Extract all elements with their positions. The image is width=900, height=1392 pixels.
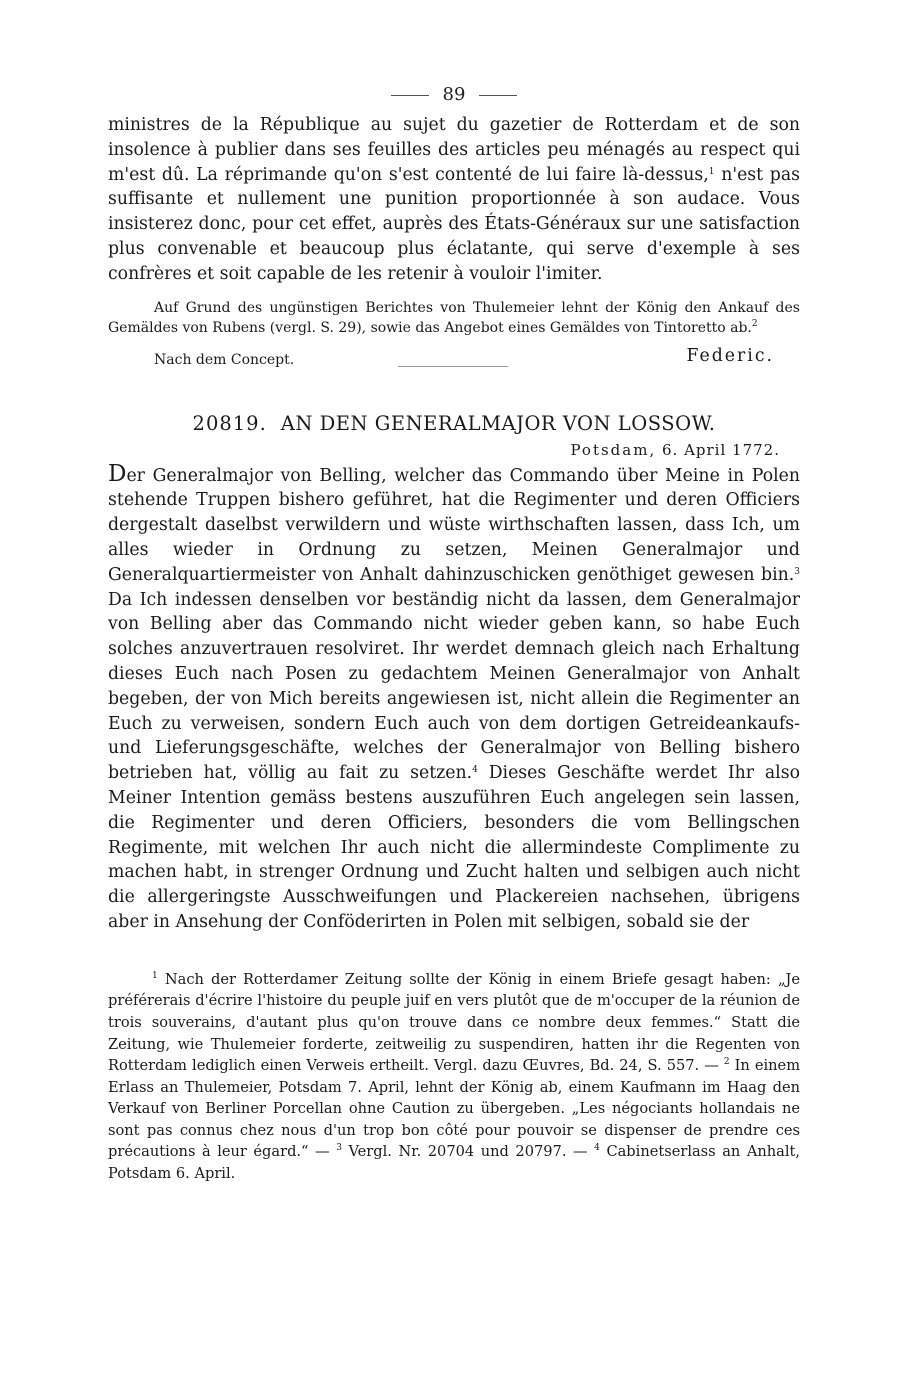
letter-text-3: Dieses Geschäfte werdet Ihr also Meiner Intention gemäss bestens auszuführen Euch angelegen sein lassen, die Regimenter und deren Officiers, besonders die vom Bellingschen Regimente, mit welchen Ihr auch nicht die allermindeste Complimente zu machen habt, in strenger Ordnung und Zucht halten und selbigen auch nicht die allergeringste Ausschweifungen und Plackereien nachsehen, übrigens aber in Ansehung der Conföderirten in Polen mit selbigen, sobald sie der [108,763,800,932]
signature: Federic. [686,345,774,366]
footnotes [108,969,800,1185]
intro-text-cont: n'est pas suffisante et nullement une punition proportionnée à son audace. Vous insisterez donc, pour cet effet, auprès des États-Généraux sur une satisfaction plus convenable et beaucoup plus éclatante, qui serve d'exemple à ses confrères et soit capable de les retenir à vouloir l'imiter. [108,164,800,284]
source-note: Nach dem Concept. [154,351,295,368]
drop-initial: D [108,460,127,487]
page [108,84,800,1185]
signature-row [108,344,800,374]
intro-text: ministres de la République au sujet du gazetier de Rotterdam et de son insolence à publier dans ses feuilles des articles peu ménagés au respect qui m'est dû. La réprimande qu'on s'est contenté de lui faire là-dessus, [108,115,800,185]
footnote-ref-3[interactable]: 3 [794,566,800,577]
page-number: 89 [442,84,466,105]
header-rule-right [479,95,517,96]
footnote-ref-1[interactable]: 1 [708,166,715,177]
letter-text-2: Da Ich indessen denselben vor beständig nicht da lassen, dem Generalmajor von Belling aber das Commando nicht wieder geben kann, so habe Euch solches anzuvertrauen resolviret. Ihr werdet demnach gleich nach Erhaltung dieses Euch nach Posen zu gedachtem Meinen Generalmajor von Anhalt begeben, der von Mich bereits angewiesen ist, nicht allein die Regimenter an Euch zu verweisen, sondern Euch auch von dem dortigen Getreideankaufs- und Lieferungsgeschäfte, welches der Generalmajor von Belling bishero betrieben hat, völlig au fait zu setzen. [108,589,800,784]
letter-number: 20819. [192,411,267,435]
letter-text-1: er Generalmajor von Belling, welcher das Commando über Meine in Polen stehende Truppen bishero geführet, hat die Regimenter und deren Officiers dergestalt daselbst verwildern und wüste wirthschaften lassen, dass Ich, um alles wieder in Ordnung zu setzen, Meinen Generalmajor und Generalquartiermeister von Anhalt dahinzuschicken genöthiget gewesen bin. [108,465,800,585]
footnote-1-text: Nach der Rotterdamer Zeitung sollte der König in einem Briefe gesagt haben: „Je préférerais d'écrire l'histoire du peuple juif en vers plutôt que de m'occuper de la réunion de trois souverains, d'autant plus qu'on trouve dans ce nombre deux femmes.“ Statt die Zeitung, wie Thulemeier forderte, zeitweilig zu suspendiren, hatten ihr die Regenten von Rotterdam lediglich einen Verweis ertheilt. Vergl. dazu Œuvres, Bd. 24, S. 557. — [108,970,800,1075]
intro-paragraph [108,113,800,287]
letter-body [108,462,800,935]
footnote-2-text: In einem Erlass an Thulemeier, Potsdam 7. April, lehnt der König ab, einem Kaufmann im Haag den Verkauf von Berliner Porcellan ohne Caution zu übergeben. „Les négociants hollandais ne sont pas connus chez nous d'un trop bon côté pour pouvoir se dispenser de prendre ces précautions à leur égard.“ — [108,1057,801,1161]
editorial-note [108,298,800,338]
letter-date: 6. April 1772. [662,440,780,459]
running-header [108,84,800,105]
footnote-4-text: Cabinetserlass an Anhalt, Potsdam 6. April. [108,1143,801,1183]
footnote-mark-2: 2 [723,1057,730,1068]
footnote-mark-1: 1 [152,970,158,981]
footnote-3-text: Vergl. Nr. 20704 und 20797. — [348,1143,588,1161]
footnote-mark-4: 4 [594,1143,600,1154]
separator-rule [398,366,508,367]
footnote-ref-4[interactable]: 4 [472,765,478,776]
header-rule-left [391,95,429,96]
dateline [108,441,800,459]
letter-heading [108,412,800,435]
letter-title: AN DEN GENERALMAJOR VON LOSSOW. [280,411,716,435]
editorial-note-text: Auf Grund des ungünstigen Berichtes von Thulemeier lehnt der König den Ankauf des Gemäldes von Rubens (vergl. S. 29), sowie das Angebot eines Gemäldes von Tintoretto ab. [108,299,800,336]
letter-place: Potsdam, [570,440,657,459]
footnote-mark-3: 3 [336,1143,342,1154]
footnote-ref-2[interactable]: 2 [751,318,758,329]
